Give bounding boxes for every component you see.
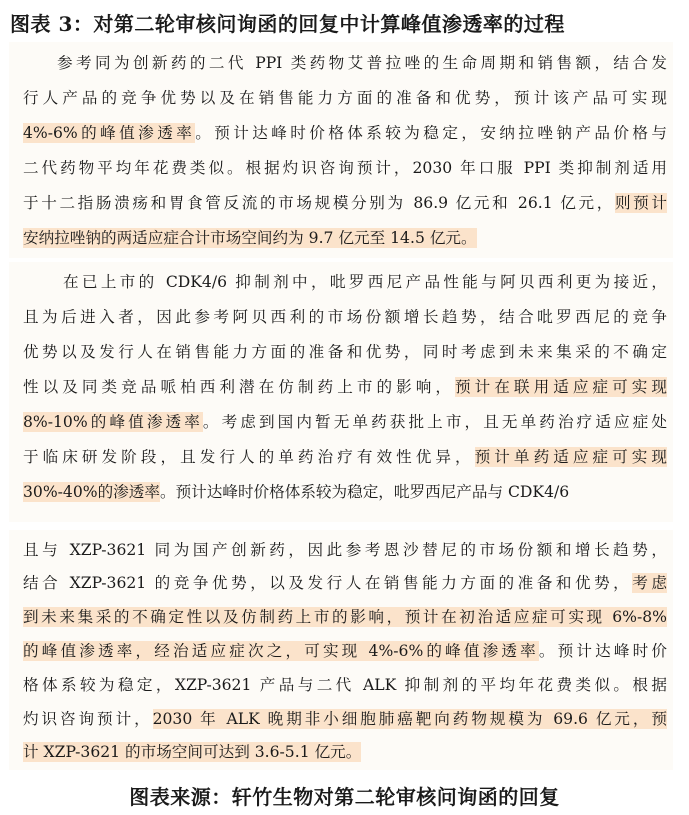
text-line bbox=[23, 407, 667, 437]
highlighted-text: 考虑 bbox=[632, 574, 667, 592]
text-line bbox=[23, 153, 667, 183]
body-text: 。预计达峰时价格体系较为稳定，安纳拉唑钠产品价格与 bbox=[195, 124, 667, 142]
highlighted-text: 4%-6%的峰值渗透率 bbox=[23, 124, 196, 142]
text-line bbox=[63, 267, 667, 297]
text-line bbox=[57, 48, 667, 78]
text-line bbox=[23, 568, 667, 598]
text-block-birociclib bbox=[9, 262, 673, 522]
text-line bbox=[23, 477, 667, 507]
highlighted-text: 2030 年 ALK 晚期非小细胞肺癌靶向药物规模为 69.6 亿元，预 bbox=[152, 710, 667, 728]
text-line bbox=[23, 704, 667, 734]
text-line bbox=[23, 118, 667, 148]
body-text: 格体系较为稳定，XZP-3621 产品与二代 ALK 抑制剂的平均年花费类似。根据 bbox=[23, 676, 667, 694]
body-text: 结合 XZP-3621 的竞争优势，以及发行人在销售能力方面的准备和优势， bbox=[23, 574, 633, 592]
highlighted-text: 计 XZP-3621 的市场空间可达到 3.6-5.1 亿元。 bbox=[23, 743, 362, 761]
body-text: 且与 XZP-3621 同为国产创新药，因此参考恩沙替尼的市场份额和增长趋势， bbox=[23, 541, 667, 559]
text-line bbox=[23, 302, 667, 332]
text-line bbox=[23, 670, 667, 700]
body-text: 优势以及发行人在销售能力方面的准备和优势，同时考虑到未来集采的不确定 bbox=[23, 343, 667, 361]
text-block-xzp3621 bbox=[9, 530, 673, 770]
body-text: 参考同为创新药的二代 PPI 类药物艾普拉唑的生命周期和销售额，结合发 bbox=[57, 54, 667, 72]
body-text: 。考虑到国内暂无单药获批上市，且无单药治疗适应症处 bbox=[202, 413, 667, 431]
body-text: 于十二指肠溃疡和胃食管反流的市场规模分别为 86.9 亿元和 26.1 亿元， bbox=[23, 194, 615, 212]
text-line bbox=[23, 223, 667, 253]
highlighted-text: 8%-10%的峰值渗透率 bbox=[23, 413, 203, 431]
body-text: 灼识咨询预计， bbox=[23, 710, 153, 728]
text-line bbox=[23, 535, 667, 565]
body-text: 性以及同类竞品哌柏西利潜在仿制药上市的影响， bbox=[23, 378, 456, 396]
body-text: 。预计达峰时价格体系较为稳定，吡罗西尼产品与 CDK4/6 bbox=[159, 483, 570, 501]
figure-title: 图表 3：对第二轮审核问询函的回复中计算峰值渗透率的过程 bbox=[10, 12, 565, 36]
highlighted-text: 到未来集采的不确定性以及仿制药上市的影响，预计在初治适应症可实现 6%-8% bbox=[23, 608, 667, 626]
highlighted-text: 预计单药适应症可实现 bbox=[474, 448, 667, 466]
text-line bbox=[23, 636, 667, 666]
text-line bbox=[23, 372, 667, 402]
text-line bbox=[23, 188, 667, 218]
text-line bbox=[23, 442, 667, 472]
figure-source: 图表来源：轩竹生物对第二轮审核问询函的回复 bbox=[129, 785, 560, 809]
highlighted-text: 则预计 bbox=[614, 194, 667, 212]
highlighted-text: 30%-40%的渗透率 bbox=[23, 483, 160, 501]
text-line bbox=[23, 83, 667, 113]
text-line bbox=[23, 337, 667, 367]
body-text: 于临床研发阶段，且发行人的单药治疗有效性优异， bbox=[23, 448, 475, 466]
highlighted-text: 安纳拉唑钠的两适应症合计市场空间约为 9.7 亿元至 14.5 亿元。 bbox=[23, 229, 477, 247]
body-text: 在已上市的 CDK4/6 抑制剂中，吡罗西尼产品性能与阿贝西利更为接近， bbox=[63, 273, 667, 291]
body-text: 二代药物平均年花费类似。根据灼识咨询预计，2030 年口服 PPI 类抑制剂适用 bbox=[23, 159, 667, 177]
highlighted-text: 的峰值渗透率，经治适应症次之，可实现 4%-6%的峰值渗透率 bbox=[23, 642, 539, 660]
body-text: 行人产品的竞争优势以及在销售能力方面的准备和优势，预计该产品可实现 bbox=[23, 89, 667, 107]
text-line bbox=[23, 737, 667, 767]
body-text: 。预计达峰时价 bbox=[538, 642, 667, 660]
body-text: 且为后进入者，因此参考阿贝西利的市场份额增长趋势，结合吡罗西尼的竞争 bbox=[23, 308, 667, 326]
text-line bbox=[23, 602, 667, 632]
text-block-anaprazole bbox=[9, 42, 673, 258]
highlighted-text: 预计在联用适应症可实现 bbox=[455, 378, 667, 396]
